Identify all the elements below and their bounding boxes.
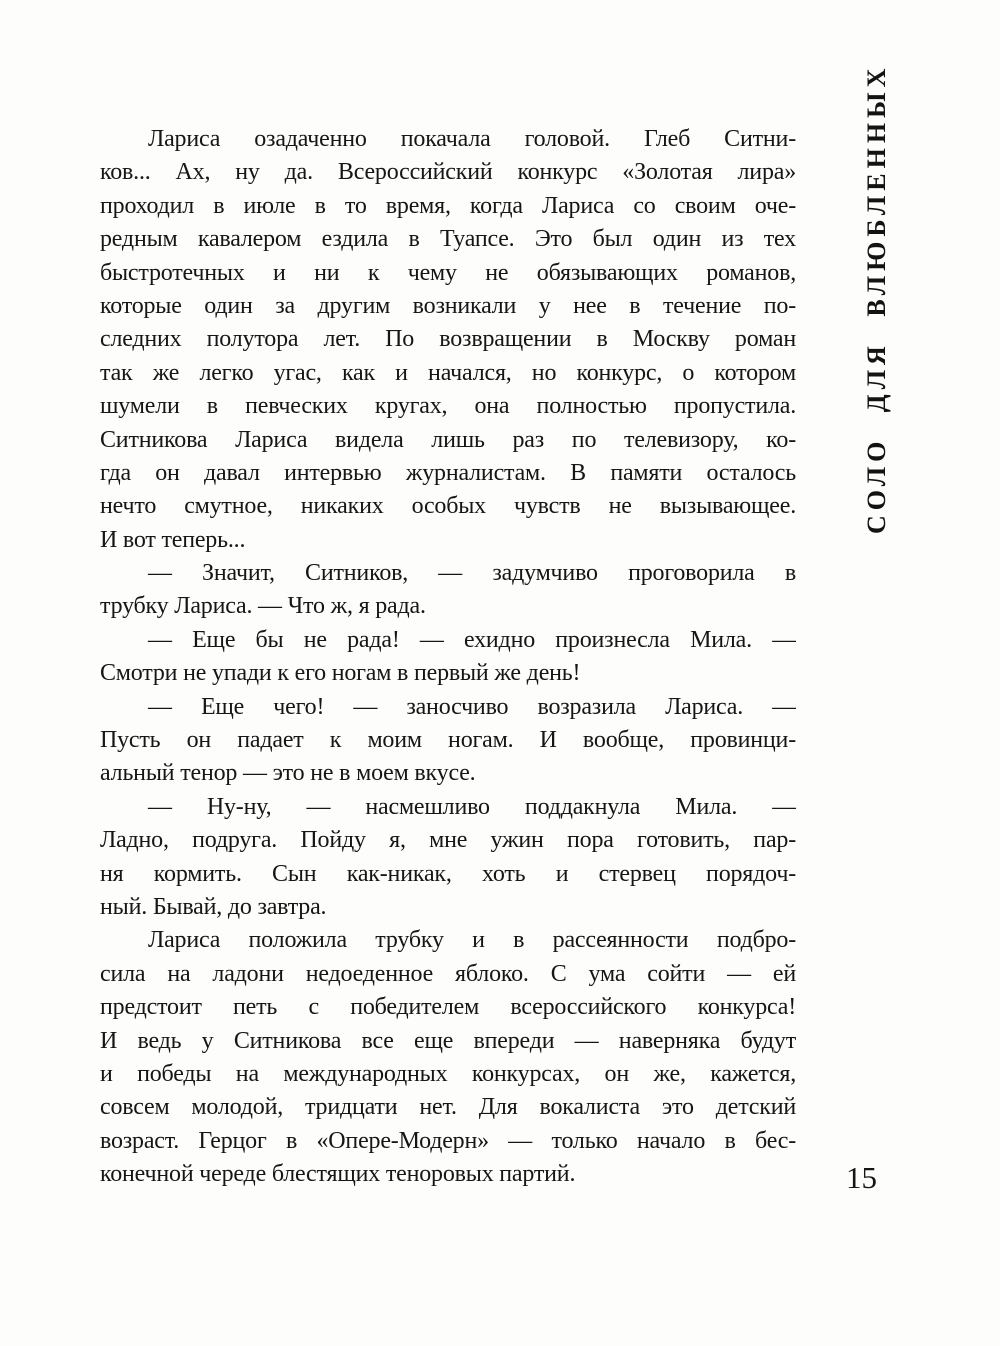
text-line: Ладно, подруга. Пойду я, мне ужин пора готовить, пар- [100, 827, 796, 854]
text-line: так же легко угас, как и начался, но конкурс, о котором [100, 359, 796, 386]
text-line: Ситникова Лариса видела лишь раз по телевизору, ко- [100, 426, 796, 453]
text-line: трубку Лариса. — Что ж, я рада. [100, 593, 426, 620]
text-line: конечной череде блестящих теноровых партий. [100, 1161, 576, 1188]
text-line: Лариса озадаченно покачала головой. Глеб Ситни- [148, 126, 796, 152]
text-line: проходил в июле в то время, когда Лариса со своим оче- [100, 192, 796, 219]
text-line: сила на ладони недоеденное яблоко. С ума сойти — ей [100, 960, 796, 987]
text-line: ный. Бывай, до завтра. [100, 893, 327, 920]
text-line: И вот теперь... [100, 526, 246, 553]
text-line: — Значит, Ситников, — задумчиво проговорила в [148, 560, 796, 587]
text-line: — Ну-ну, — насмешливо поддакнула Мила. — [148, 793, 796, 820]
text-line: — Еще бы не рада! — ехидно произнесла Мила. — [148, 626, 796, 653]
running-head: СОЛО ДЛЯ ВЛЮБЛЕННЫХ [862, 63, 891, 534]
text-line: Смотри не упади к его ногам в первый же день! [100, 660, 581, 687]
page-number: 15 [846, 1160, 877, 1195]
text-line: которые один за другим возникали у нее в течение по- [100, 292, 796, 319]
text-line: — Еще чего! — заносчиво возразила Лариса. — [148, 693, 796, 720]
text-line: ков... Ах, ну да. Всероссийский конкурс «Золотая лира» [100, 159, 796, 186]
text-line: шумели в певческих кругах, она полностью пропустила. [100, 393, 796, 420]
text-line: следних полутора лет. По возвращении в Москву роман [100, 326, 796, 353]
text-line: гда он давал интервью журналистам. В памяти осталось [100, 459, 796, 486]
text-line: и победы на международных конкурсах, он же, кажется, [100, 1060, 796, 1087]
text-line: быстротечных и ни к чему не обязывающих романов, [100, 259, 796, 286]
text-line: предстоит петь с победителем всероссийского конкурса! [100, 994, 796, 1021]
text-line: альный тенор — это не в моем вкусе. [100, 760, 476, 787]
text-line: Пусть он падает к моим ногам. И вообще, провинци- [100, 727, 796, 754]
text-line: ня кормить. Сын как-никак, хоть и стервец порядоч- [100, 860, 796, 887]
text-line: совсем молодой, тридцати нет. Для вокалиста это детский [100, 1094, 796, 1121]
text-line: И ведь у Ситникова все еще впереди — наверняка будут [100, 1027, 796, 1054]
text-line: Лариса положила трубку и в рассеянности подбро- [148, 927, 796, 954]
text-line: редным кавалером ездила в Туапсе. Это был один из тех [100, 226, 796, 253]
text-line: нечто смутное, никаких особых чувств не вызывающее. [100, 493, 796, 520]
text-line: возраст. Герцог в «Опере-Модерн» — только начало в бес- [100, 1127, 796, 1154]
text-block [100, 123, 796, 1192]
